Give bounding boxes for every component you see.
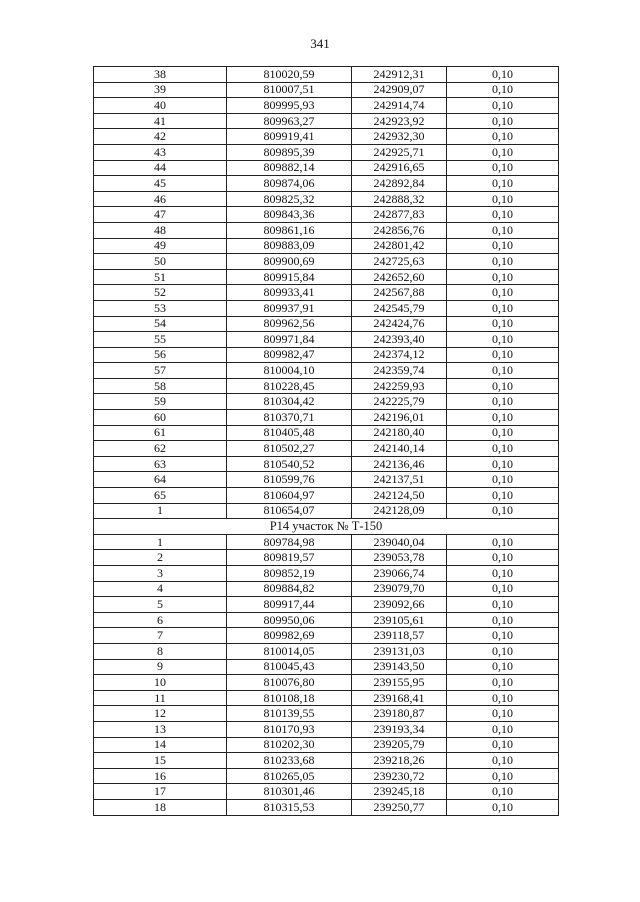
accuracy-cell: 0,10 xyxy=(447,269,559,285)
x-coordinate-cell: 810202,30 xyxy=(227,737,352,753)
table-row xyxy=(94,285,559,301)
point-number-cell: 63 xyxy=(94,456,227,472)
point-number-cell: 8 xyxy=(94,643,227,659)
x-coordinate-cell: 809874,06 xyxy=(227,176,352,192)
point-number-cell: 18 xyxy=(94,799,227,815)
y-coordinate-cell: 242856,76 xyxy=(352,222,447,238)
accuracy-cell: 0,10 xyxy=(447,784,559,800)
y-coordinate-cell: 242128,09 xyxy=(352,503,447,519)
y-coordinate-cell: 242393,40 xyxy=(352,332,447,348)
table-row xyxy=(94,675,559,691)
point-number-cell: 45 xyxy=(94,176,227,192)
y-coordinate-cell: 242196,01 xyxy=(352,410,447,426)
x-coordinate-cell: 810405,48 xyxy=(227,425,352,441)
x-coordinate-cell: 809937,91 xyxy=(227,300,352,316)
x-coordinate-cell: 809917,44 xyxy=(227,597,352,613)
point-number-cell: 42 xyxy=(94,129,227,145)
y-coordinate-cell: 242909,07 xyxy=(352,82,447,98)
table-row xyxy=(94,176,559,192)
point-number-cell: 38 xyxy=(94,67,227,83)
table-row xyxy=(94,706,559,722)
x-coordinate-cell: 810076,80 xyxy=(227,675,352,691)
x-coordinate-cell: 810502,27 xyxy=(227,441,352,457)
accuracy-cell: 0,10 xyxy=(447,534,559,550)
y-coordinate-cell: 242124,50 xyxy=(352,488,447,504)
x-coordinate-cell: 810007,51 xyxy=(227,82,352,98)
point-number-cell: 40 xyxy=(94,98,227,114)
accuracy-cell: 0,10 xyxy=(447,332,559,348)
point-number-cell: 49 xyxy=(94,238,227,254)
x-coordinate-cell: 809843,36 xyxy=(227,207,352,223)
y-coordinate-cell: 239168,41 xyxy=(352,690,447,706)
x-coordinate-cell: 810265,05 xyxy=(227,768,352,784)
table-row xyxy=(94,191,559,207)
accuracy-cell: 0,10 xyxy=(447,441,559,457)
point-number-cell: 50 xyxy=(94,254,227,270)
x-coordinate-cell: 809852,19 xyxy=(227,566,352,582)
table-row xyxy=(94,254,559,270)
y-coordinate-cell: 242545,79 xyxy=(352,300,447,316)
accuracy-cell: 0,10 xyxy=(447,363,559,379)
table-row xyxy=(94,534,559,550)
table-row xyxy=(94,612,559,628)
y-coordinate-cell: 239193,34 xyxy=(352,721,447,737)
table-row xyxy=(94,721,559,737)
accuracy-cell: 0,10 xyxy=(447,425,559,441)
point-number-cell: 55 xyxy=(94,332,227,348)
y-coordinate-cell: 242916,65 xyxy=(352,160,447,176)
point-number-cell: 65 xyxy=(94,488,227,504)
table-row xyxy=(94,67,559,83)
x-coordinate-cell: 809882,14 xyxy=(227,160,352,176)
point-number-cell: 39 xyxy=(94,82,227,98)
table-row xyxy=(94,394,559,410)
x-coordinate-cell: 809900,69 xyxy=(227,254,352,270)
table-row xyxy=(94,238,559,254)
y-coordinate-cell: 239245,18 xyxy=(352,784,447,800)
accuracy-cell: 0,10 xyxy=(447,285,559,301)
y-coordinate-cell: 242877,83 xyxy=(352,207,447,223)
accuracy-cell: 0,10 xyxy=(447,144,559,160)
y-coordinate-cell: 239180,87 xyxy=(352,706,447,722)
accuracy-cell: 0,10 xyxy=(447,410,559,426)
accuracy-cell: 0,10 xyxy=(447,82,559,98)
x-coordinate-cell: 809982,69 xyxy=(227,628,352,644)
y-coordinate-cell: 239218,26 xyxy=(352,753,447,769)
point-number-cell: 5 xyxy=(94,597,227,613)
point-number-cell: 3 xyxy=(94,566,227,582)
accuracy-cell: 0,10 xyxy=(447,721,559,737)
table-row xyxy=(94,550,559,566)
accuracy-cell: 0,10 xyxy=(447,300,559,316)
accuracy-cell: 0,10 xyxy=(447,254,559,270)
table-row xyxy=(94,753,559,769)
point-number-cell: 48 xyxy=(94,222,227,238)
point-number-cell: 9 xyxy=(94,659,227,675)
table-row xyxy=(94,160,559,176)
accuracy-cell: 0,10 xyxy=(447,659,559,675)
point-number-cell: 10 xyxy=(94,675,227,691)
y-coordinate-cell: 242932,30 xyxy=(352,129,447,145)
point-number-cell: 1 xyxy=(94,503,227,519)
point-number-cell: 1 xyxy=(94,534,227,550)
y-coordinate-cell: 242801,42 xyxy=(352,238,447,254)
table-row xyxy=(94,472,559,488)
y-coordinate-cell: 242136,46 xyxy=(352,456,447,472)
table-row xyxy=(94,425,559,441)
accuracy-cell: 0,10 xyxy=(447,238,559,254)
y-coordinate-cell: 239155,95 xyxy=(352,675,447,691)
y-coordinate-cell: 239205,79 xyxy=(352,737,447,753)
x-coordinate-cell: 809971,84 xyxy=(227,332,352,348)
point-number-cell: 4 xyxy=(94,581,227,597)
accuracy-cell: 0,10 xyxy=(447,643,559,659)
y-coordinate-cell: 239079,70 xyxy=(352,581,447,597)
x-coordinate-cell: 810170,93 xyxy=(227,721,352,737)
table-row xyxy=(94,144,559,160)
y-coordinate-cell: 242359,74 xyxy=(352,363,447,379)
x-coordinate-cell: 809819,57 xyxy=(227,550,352,566)
table-row xyxy=(94,628,559,644)
y-coordinate-cell: 242225,79 xyxy=(352,394,447,410)
table-row xyxy=(94,488,559,504)
accuracy-cell: 0,10 xyxy=(447,347,559,363)
accuracy-cell: 0,10 xyxy=(447,129,559,145)
accuracy-cell: 0,10 xyxy=(447,207,559,223)
y-coordinate-cell: 239230,72 xyxy=(352,768,447,784)
y-coordinate-cell: 239053,78 xyxy=(352,550,447,566)
accuracy-cell: 0,10 xyxy=(447,503,559,519)
accuracy-cell: 0,10 xyxy=(447,628,559,644)
point-number-cell: 62 xyxy=(94,441,227,457)
table-row xyxy=(94,222,559,238)
x-coordinate-cell: 809995,93 xyxy=(227,98,352,114)
table-row xyxy=(94,363,559,379)
point-number-cell: 11 xyxy=(94,690,227,706)
point-number-cell: 43 xyxy=(94,144,227,160)
y-coordinate-cell: 239131,03 xyxy=(352,643,447,659)
x-coordinate-cell: 810599,76 xyxy=(227,472,352,488)
point-number-cell: 64 xyxy=(94,472,227,488)
coordinates-table xyxy=(93,66,559,816)
x-coordinate-cell: 810004,10 xyxy=(227,363,352,379)
x-coordinate-cell: 809861,16 xyxy=(227,222,352,238)
table-row xyxy=(94,441,559,457)
y-coordinate-cell: 242725,63 xyxy=(352,254,447,270)
table-row xyxy=(94,129,559,145)
table-row xyxy=(94,269,559,285)
accuracy-cell: 0,10 xyxy=(447,550,559,566)
x-coordinate-cell: 809982,47 xyxy=(227,347,352,363)
y-coordinate-cell: 239092,66 xyxy=(352,597,447,613)
table-row xyxy=(94,768,559,784)
table-row xyxy=(94,566,559,582)
x-coordinate-cell: 809884,82 xyxy=(227,581,352,597)
x-coordinate-cell: 809784,98 xyxy=(227,534,352,550)
y-coordinate-cell: 242259,93 xyxy=(352,378,447,394)
x-coordinate-cell: 810370,71 xyxy=(227,410,352,426)
accuracy-cell: 0,10 xyxy=(447,394,559,410)
table-row xyxy=(94,503,559,519)
y-coordinate-cell: 239143,50 xyxy=(352,659,447,675)
y-coordinate-cell: 242424,76 xyxy=(352,316,447,332)
accuracy-cell: 0,10 xyxy=(447,675,559,691)
accuracy-cell: 0,10 xyxy=(447,799,559,815)
point-number-cell: 53 xyxy=(94,300,227,316)
table-row xyxy=(94,332,559,348)
x-coordinate-cell: 810604,97 xyxy=(227,488,352,504)
point-number-cell: 12 xyxy=(94,706,227,722)
table-row xyxy=(94,378,559,394)
x-coordinate-cell: 810233,68 xyxy=(227,753,352,769)
x-coordinate-cell: 810654,07 xyxy=(227,503,352,519)
x-coordinate-cell: 809883,09 xyxy=(227,238,352,254)
accuracy-cell: 0,10 xyxy=(447,581,559,597)
point-number-cell: 16 xyxy=(94,768,227,784)
accuracy-cell: 0,10 xyxy=(447,597,559,613)
accuracy-cell: 0,10 xyxy=(447,191,559,207)
y-coordinate-cell: 242652,60 xyxy=(352,269,447,285)
point-number-cell: 41 xyxy=(94,113,227,129)
point-number-cell: 7 xyxy=(94,628,227,644)
point-number-cell: 46 xyxy=(94,191,227,207)
accuracy-cell: 0,10 xyxy=(447,176,559,192)
y-coordinate-cell: 242912,31 xyxy=(352,67,447,83)
x-coordinate-cell: 810228,45 xyxy=(227,378,352,394)
table-row xyxy=(94,300,559,316)
y-coordinate-cell: 242137,51 xyxy=(352,472,447,488)
x-coordinate-cell: 810315,53 xyxy=(227,799,352,815)
point-number-cell: 52 xyxy=(94,285,227,301)
x-coordinate-cell: 810108,18 xyxy=(227,690,352,706)
section-title: Р14 участок № Т-150 xyxy=(94,519,559,535)
y-coordinate-cell: 242888,32 xyxy=(352,191,447,207)
point-number-cell: 57 xyxy=(94,363,227,379)
y-coordinate-cell: 242914,74 xyxy=(352,98,447,114)
table-row xyxy=(94,784,559,800)
y-coordinate-cell: 239118,57 xyxy=(352,628,447,644)
point-number-cell: 47 xyxy=(94,207,227,223)
table-row xyxy=(94,347,559,363)
section-header-row xyxy=(94,519,559,535)
table-row xyxy=(94,690,559,706)
accuracy-cell: 0,10 xyxy=(447,378,559,394)
accuracy-cell: 0,10 xyxy=(447,98,559,114)
point-number-cell: 54 xyxy=(94,316,227,332)
accuracy-cell: 0,10 xyxy=(447,113,559,129)
point-number-cell: 51 xyxy=(94,269,227,285)
table-row xyxy=(94,643,559,659)
accuracy-cell: 0,10 xyxy=(447,768,559,784)
table-row xyxy=(94,113,559,129)
x-coordinate-cell: 809919,41 xyxy=(227,129,352,145)
y-coordinate-cell: 242180,40 xyxy=(352,425,447,441)
x-coordinate-cell: 810301,46 xyxy=(227,784,352,800)
accuracy-cell: 0,10 xyxy=(447,316,559,332)
y-coordinate-cell: 242892,84 xyxy=(352,176,447,192)
accuracy-cell: 0,10 xyxy=(447,753,559,769)
point-number-cell: 58 xyxy=(94,378,227,394)
y-coordinate-cell: 239040,04 xyxy=(352,534,447,550)
accuracy-cell: 0,10 xyxy=(447,472,559,488)
x-coordinate-cell: 809933,41 xyxy=(227,285,352,301)
table-row xyxy=(94,737,559,753)
accuracy-cell: 0,10 xyxy=(447,222,559,238)
accuracy-cell: 0,10 xyxy=(447,67,559,83)
accuracy-cell: 0,10 xyxy=(447,456,559,472)
y-coordinate-cell: 239250,77 xyxy=(352,799,447,815)
x-coordinate-cell: 810045,43 xyxy=(227,659,352,675)
point-number-cell: 2 xyxy=(94,550,227,566)
y-coordinate-cell: 242925,71 xyxy=(352,144,447,160)
y-coordinate-cell: 242923,92 xyxy=(352,113,447,129)
point-number-cell: 15 xyxy=(94,753,227,769)
accuracy-cell: 0,10 xyxy=(447,706,559,722)
table-row xyxy=(94,207,559,223)
coordinates-table-body xyxy=(94,67,559,816)
accuracy-cell: 0,10 xyxy=(447,488,559,504)
x-coordinate-cell: 809962,56 xyxy=(227,316,352,332)
table-row xyxy=(94,659,559,675)
x-coordinate-cell: 809915,84 xyxy=(227,269,352,285)
table-row xyxy=(94,316,559,332)
table-row xyxy=(94,581,559,597)
point-number-cell: 59 xyxy=(94,394,227,410)
point-number-cell: 17 xyxy=(94,784,227,800)
table-row xyxy=(94,410,559,426)
x-coordinate-cell: 810540,52 xyxy=(227,456,352,472)
x-coordinate-cell: 810020,59 xyxy=(227,67,352,83)
x-coordinate-cell: 809895,39 xyxy=(227,144,352,160)
x-coordinate-cell: 810304,42 xyxy=(227,394,352,410)
page-number: 341 xyxy=(310,36,330,51)
y-coordinate-cell: 242374,12 xyxy=(352,347,447,363)
y-coordinate-cell: 239066,74 xyxy=(352,566,447,582)
x-coordinate-cell: 810139,55 xyxy=(227,706,352,722)
point-number-cell: 6 xyxy=(94,612,227,628)
y-coordinate-cell: 242140,14 xyxy=(352,441,447,457)
y-coordinate-cell: 239105,61 xyxy=(352,612,447,628)
accuracy-cell: 0,10 xyxy=(447,612,559,628)
point-number-cell: 60 xyxy=(94,410,227,426)
point-number-cell: 56 xyxy=(94,347,227,363)
x-coordinate-cell: 809825,32 xyxy=(227,191,352,207)
x-coordinate-cell: 809963,27 xyxy=(227,113,352,129)
y-coordinate-cell: 242567,88 xyxy=(352,285,447,301)
accuracy-cell: 0,10 xyxy=(447,690,559,706)
table-row xyxy=(94,597,559,613)
point-number-cell: 44 xyxy=(94,160,227,176)
accuracy-cell: 0,10 xyxy=(447,737,559,753)
accuracy-cell: 0,10 xyxy=(447,160,559,176)
accuracy-cell: 0,10 xyxy=(447,566,559,582)
point-number-cell: 14 xyxy=(94,737,227,753)
table-row xyxy=(94,82,559,98)
table-row xyxy=(94,98,559,114)
x-coordinate-cell: 810014,05 xyxy=(227,643,352,659)
point-number-cell: 61 xyxy=(94,425,227,441)
table-row xyxy=(94,799,559,815)
point-number-cell: 13 xyxy=(94,721,227,737)
x-coordinate-cell: 809950,06 xyxy=(227,612,352,628)
table-row xyxy=(94,456,559,472)
